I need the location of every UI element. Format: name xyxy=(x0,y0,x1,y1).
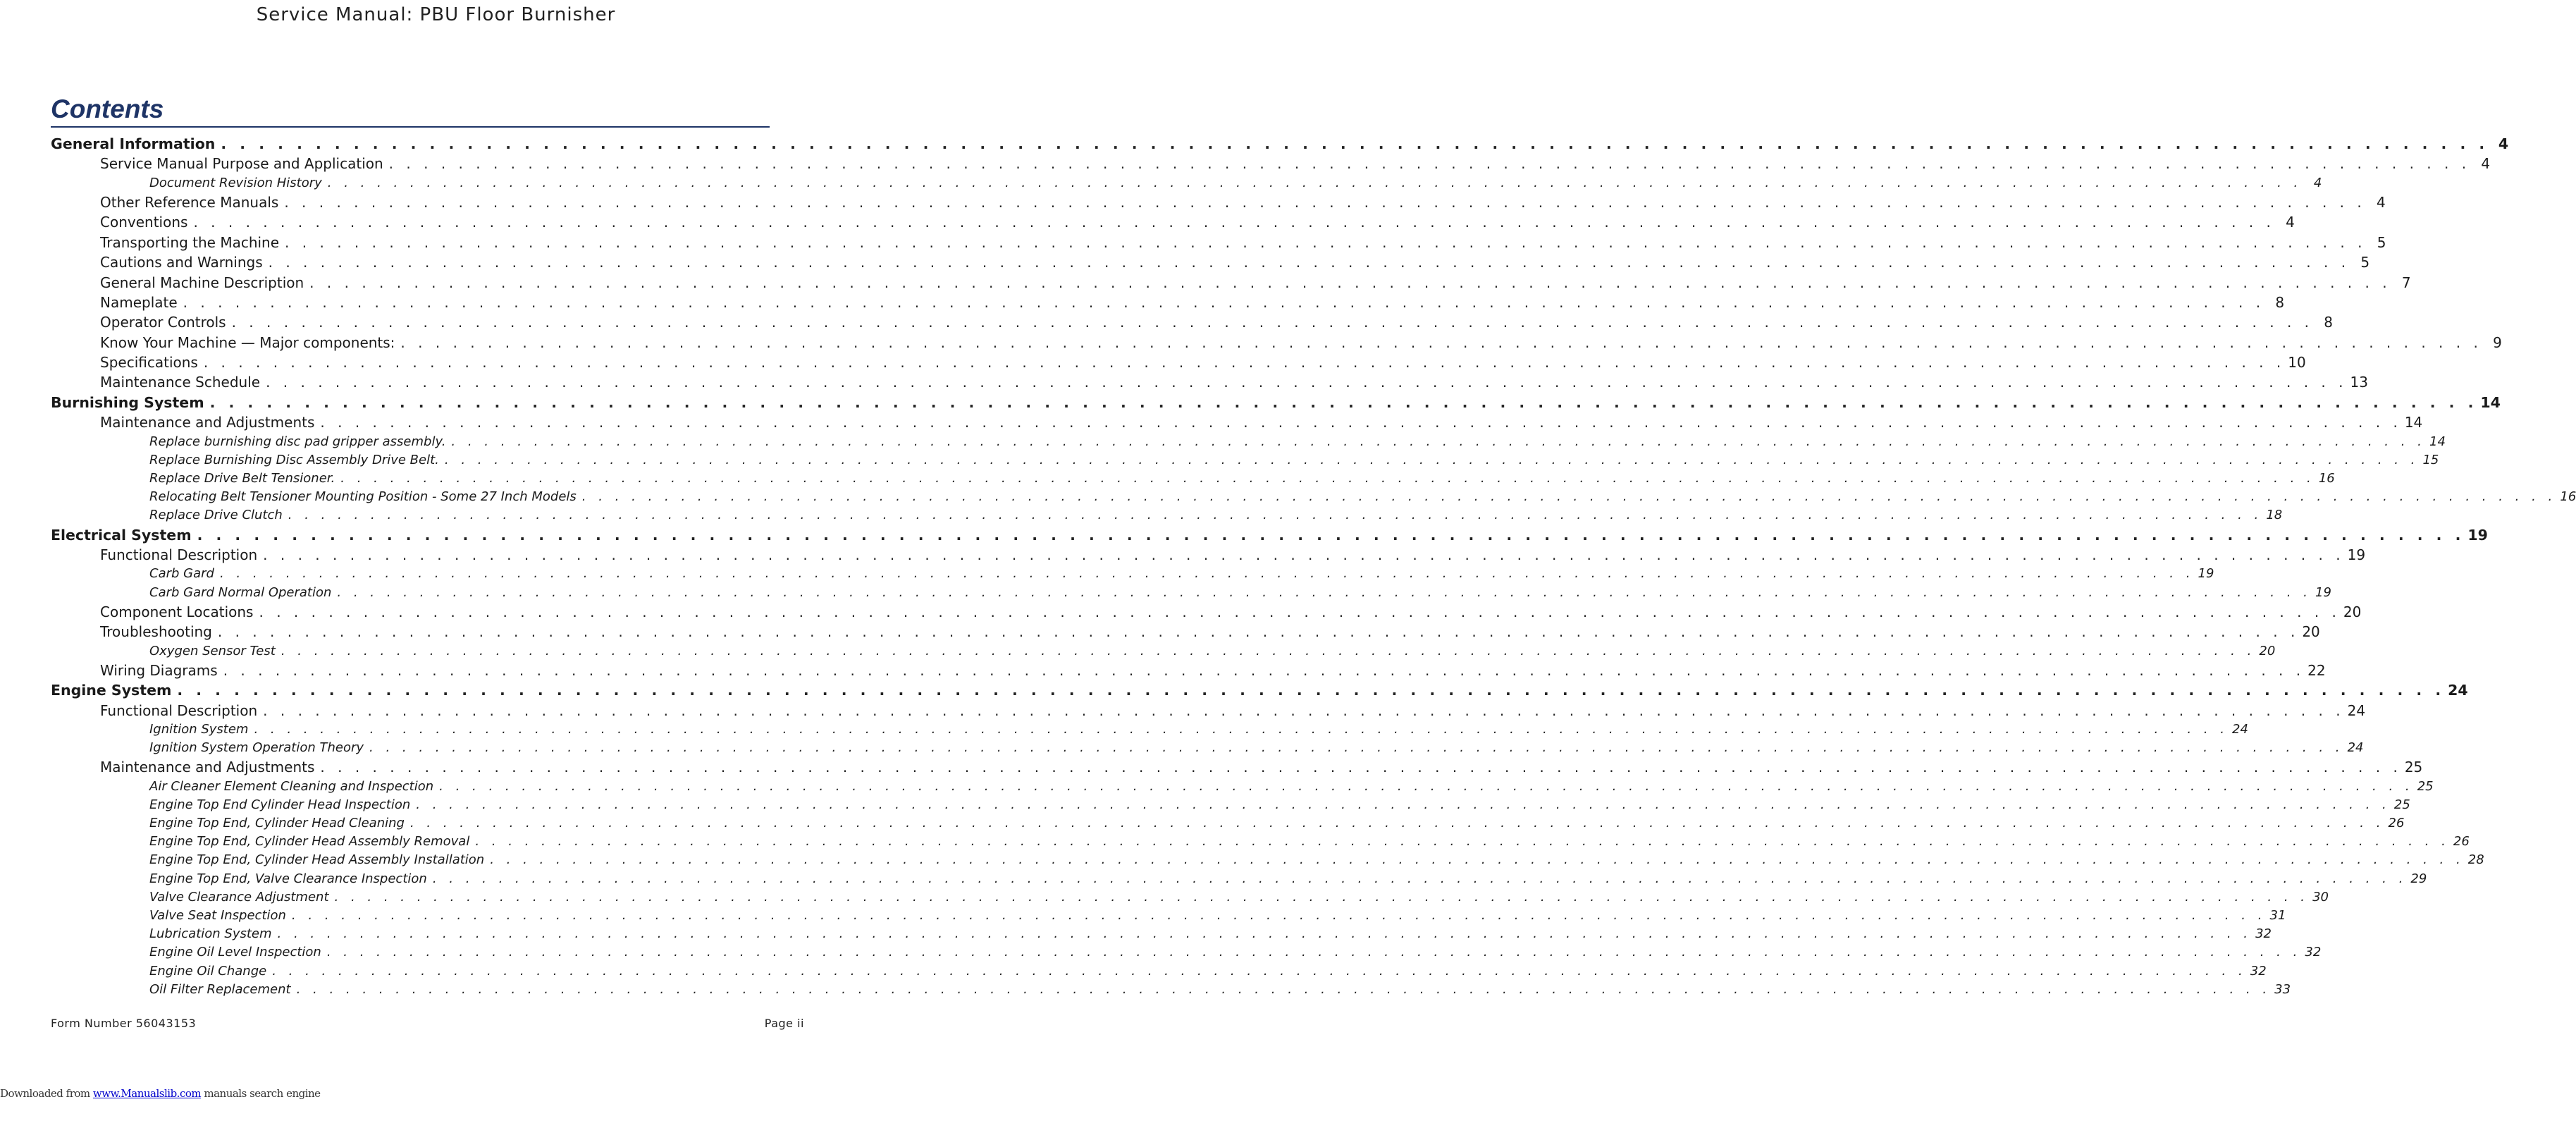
toc-entry-page: 16 xyxy=(2560,489,2576,505)
toc-entry[interactable] xyxy=(51,526,2488,546)
toc-entry[interactable] xyxy=(51,374,2368,393)
toc-entry[interactable] xyxy=(51,721,2248,740)
toc-entry-label: Valve Clearance Adjustment xyxy=(149,889,329,905)
toc-entry-label: Troubleshooting xyxy=(100,623,212,641)
dot-leader: . . . . . . . . . . . . . . . . . . . . . . . . . . . . . . . . . . . . . . . . . . . . . . . . . . . . . . . . . . . . . . . . . . . . . . . . . . . . . . . . . . . . . . . . . . . . . . . . . . . . . . . . . . . . . . . . . . . . . . . . xyxy=(223,661,2305,679)
toc-entry-label: Engine Top End, Cylinder Head Assembly Installation xyxy=(149,852,485,868)
toc-entry-page: 7 xyxy=(2401,274,2411,291)
toc-entry[interactable] xyxy=(51,981,2291,1000)
dot-leader: . . . . . . . . . . . . . . . . . . . . . . . . . . . . . . . . . . . . . . . . . . . . . . . . . . . . . . . . . . . . . . . . . . . . . . . . . . . . . . . . . . . . . . . . . . . . . . . . . . . . . . . . . . . . . . . . . . . . . . . . xyxy=(263,546,2345,563)
dot-leader: . . . . . . . . . . . . . . . . . . . . . . . . . . . . . . . . . . . . . . . . . . . . . . . . . . . . . . . . . . . . . . . . . . . . . . . . . . . . . . . . . . . . . . . . . . . . . . . . . . . . . . . . . . . . . . . . . . . . . . . . xyxy=(400,333,2482,351)
dot-leader: . . . . . . . . . . . . . . . . . . . . . . . . . . . . . . . . . . . . . . . . . . . . . . . . . . . . . . . . . . . . . . . . . . . . . . . . . . . . . . . . . . . . . . . . . . . . . . . . . . . . . . . . . . . . . . . . . . . . . . . . xyxy=(337,584,2312,600)
toc-entry-page: 4 xyxy=(2313,175,2322,190)
toc-entry-page: 5 xyxy=(2377,233,2386,251)
toc-entry[interactable] xyxy=(51,135,2509,155)
toc-entry[interactable] xyxy=(51,314,2334,333)
toc-entry[interactable] xyxy=(51,797,2410,816)
toc-entry-page: 18 xyxy=(2266,508,2283,523)
toc-entry-label: Relocating Belt Tensioner Mounting Position - Some 27 Inch Models xyxy=(149,489,577,505)
dot-leader: . . . . . . . . . . . . . . . . . . . . . . . . . . . . . . . . . . . . . . . . . . . . . . . . . . . . . . . . . . . . . . . . . . . . . . . . . . . . . . . . . . . . . . . . . . . . . . . . . . . . . . . . . . . . . . . . . . . . . . . . xyxy=(272,963,2247,979)
toc-entry[interactable] xyxy=(51,546,2366,566)
toc-entry-page: 32 xyxy=(2305,945,2322,960)
toc-entry-page: 32 xyxy=(2250,963,2267,979)
toc-entry-label: Other Reference Manuals xyxy=(100,193,279,211)
title-divider xyxy=(51,126,770,128)
toc-entry[interactable] xyxy=(51,333,2502,354)
toc-entry[interactable] xyxy=(51,907,2286,926)
running-header: Service Manual: PBU Floor Burnisher xyxy=(256,4,616,25)
dot-leader: . . . . . . . . . . . . . . . . . . . . . . . . . . . . . . . . . . . . . . . . . . . . . . . . . . . . . . . . . . . . . . . . . . . . . . . . . . . . . . . . . . . . . . . . . . . . . . . . . . . . . . . . . . . . . . . . . . . . . . . . xyxy=(268,254,2350,271)
toc-entry[interactable] xyxy=(51,471,2335,489)
toc-entry-page: 22 xyxy=(2307,661,2326,679)
toc-entry-page: 8 xyxy=(2275,293,2285,311)
toc-entry-page: 4 xyxy=(2498,135,2509,152)
toc-entry-label: Engine Oil Change xyxy=(149,963,267,979)
toc-entry[interactable] xyxy=(51,452,2439,471)
toc-entry-page: 28 xyxy=(2467,852,2484,868)
toc-entry-label: Maintenance and Adjustments xyxy=(100,759,315,776)
toc-entry[interactable] xyxy=(51,852,2484,871)
toc-entry-page: 14 xyxy=(2480,393,2501,411)
dot-leader: . . . . . . . . . . . . . . . . . . . . . . . . . . . . . . . . . . . . . . . . . . . . . . . . . . . . . . . . . . . . . . . . . . . . . . . . . . . . . . . . . . . . . . . . . . . . . . . . . . . . . . . . . . . . . . . . . . . . . . . . xyxy=(209,393,2478,411)
dot-leader: . . . . . . . . . . . . . . . . . . . . . . . . . . . . . . . . . . . . . . . . . . . . . . . . . . . . . . . . . . . . . . . . . . . . . . . . . . . . . . . . . . . . . . . . . . . . . . . . . . . . . . . . . . . . . . . . . . . . . . . . xyxy=(203,354,2286,372)
toc-entry[interactable] xyxy=(51,701,2366,722)
toc-entry-label: Replace Burnishing Disc Assembly Drive Belt. xyxy=(149,452,439,467)
dot-leader: . . . . . . . . . . . . . . . . . . . . . . . . . . . . . . . . . . . . . . . . . . . . . . . . . . . . . . . . . . . . . . . . . . . . . . . . . . . . . . . . . . . . . . . . . . . . . . . . . . . . . . . . . . . . . . . . . . . . . . . . xyxy=(416,797,2391,812)
toc-entry-page: 14 xyxy=(2429,434,2446,449)
download-credit xyxy=(0,1087,321,1100)
toc-entry-page: 30 xyxy=(2312,889,2329,905)
toc-entry-page: 25 xyxy=(2404,759,2423,776)
dot-leader: . . . . . . . . . . . . . . . . . . . . . . . . . . . . . . . . . . . . . . . . . . . . . . . . . . . . . . . . . . . . . . . . . . . . . . . . . . . . . . . . . . . . . . . . . . . . . . . . . . . . . . . . . . . . . . . . . . . . . . . . xyxy=(266,374,2348,391)
dot-leader: . . . . . . . . . . . . . . . . . . . . . . . . . . . . . . . . . . . . . . . . . . . . . . . . . . . . . . . . . . . . . . . . . . . . . . . . . . . . . . . . . . . . . . . . . . . . . . . . . . . . . . . . . . . . . . . . . . . . . . . . xyxy=(451,434,2426,449)
toc-entry-label: Engine Top End, Cylinder Head Assembly Removal xyxy=(149,834,470,850)
toc-entry[interactable] xyxy=(51,274,2411,294)
toc-entry-label: Replace burnishing disc pad gripper assembly. xyxy=(149,434,446,449)
toc-entry[interactable] xyxy=(51,393,2501,414)
toc-entry[interactable] xyxy=(51,963,2267,982)
toc-entry-page: 15 xyxy=(2422,452,2439,467)
toc-entry[interactable] xyxy=(51,682,2468,701)
form-number: Form Number 56043153 xyxy=(51,1017,197,1030)
dot-leader: . . . . . . . . . . . . . . . . . . . . . . . . . . . . . . . . . . . . . . . . . . . . . . . . . . . . . . . . . . . . . . . . . . . . . . . . . . . . . . . . . . . . . . . . . . . . . . . . . . . . . . . . . . . . . . . . . . . . . . . . xyxy=(581,489,2557,505)
dot-leader: . . . . . . . . . . . . . . . . . . . . . . . . . . . . . . . . . . . . . . . . . . . . . . . . . . . . . . . . . . . . . . . . . . . . . . . . . . . . . . . . . . . . . . . . . . . . . . . . . . . . . . . . . . . . . . . . . . . . . . . . xyxy=(475,834,2450,850)
dot-leader: . . . . . . . . . . . . . . . . . . . . . . . . . . . . . . . . . . . . . . . . . . . . . . . . . . . . . . . . . . . . . . . . . . . . . . . . . . . . . . . . . . . . . . . . . . . . . . . . . . . . . . . . . . . . . . . . . . . . . . . . xyxy=(432,871,2408,886)
toc-entry-label: Transporting the Machine xyxy=(100,233,280,251)
toc-entry-page: 20 xyxy=(2302,623,2320,641)
dot-leader: . . . . . . . . . . . . . . . . . . . . . . . . . . . . . . . . . . . . . . . . . . . . . . . . . . . . . . . . . . . . . . . . . . . . . . . . . . . . . . . . . . . . . . . . . . . . . . . . . . . . . . . . . . . . . . . . . . . . . . . . xyxy=(254,721,2229,737)
dot-leader: . . . . . . . . . . . . . . . . . . . . . . . . . . . . . . . . . . . . . . . . . . . . . . . . . . . . . . . . . . . . . . . . . . . . . . . . . . . . . . . . . . . . . . . . . . . . . . . . . . . . . . . . . . . . . . . . . . . . . . . . xyxy=(281,643,2256,658)
toc-entry-page: 33 xyxy=(2274,981,2291,997)
dot-leader: . . . . . . . . . . . . . . . . . . . . . . . . . . . . . . . . . . . . . . . . . . . . . . . . . . . . . . . . . . . . . . . . . . . . . . . . . . . . . . . . . . . . . . . . . . . . . . . . . . . . . . . . . . . . . . . . . . . . . . . . xyxy=(490,852,2465,868)
toc-entry-page: 4 xyxy=(2481,155,2491,173)
manualslib-link[interactable]: www.Manualslib.com xyxy=(92,1087,202,1100)
toc-entry-label: Specifications xyxy=(100,354,198,372)
toc-entry[interactable] xyxy=(51,834,2470,852)
page-number: Page ii xyxy=(764,1017,804,1030)
toc-entry[interactable] xyxy=(51,778,2434,797)
toc-entry[interactable] xyxy=(51,871,2427,890)
download-suffix: manuals search engine xyxy=(201,1087,321,1100)
dot-leader: . . . . . . . . . . . . . . . . . . . . . . . . . . . . . . . . . . . . . . . . . . . . . . . . . . . . . . . . . . . . . . . . . . . . . . . . . . . . . . . . . . . . . . . . . . . . . . . . . . . . . . . . . . . . . . . . . . . . . . . . xyxy=(284,193,2366,211)
toc-entry[interactable] xyxy=(51,603,2362,623)
toc-entry[interactable] xyxy=(51,889,2329,908)
dot-leader: . . . . . . . . . . . . . . . . . . . . . . . . . . . . . . . . . . . . . . . . . . . . . . . . . . . . . . . . . . . . . . . . . . . . . . . . . . . . . . . . . . . . . . . . . . . . . . . . . . . . . . . . . . . . . . . . . . . . . . . . xyxy=(291,907,2267,923)
dot-leader: . . . . . . . . . . . . . . . . . . . . . . . . . . . . . . . . . . . . . . . . . . . . . . . . . . . . . . . . . . . . . . . . . . . . . . . . . . . . . . . . . . . . . . . . . . . . . . . . . . . . . . . . . . . . . . . . . . . . . . . . xyxy=(285,233,2367,251)
dot-leader: . . . . . . . . . . . . . . . . . . . . . . . . . . . . . . . . . . . . . . . . . . . . . . . . . . . . . . . . . . . . . . . . . . . . . . . . . . . . . . . . . . . . . . . . . . . . . . . . . . . . . . . . . . . . . . . . . . . . . . . . xyxy=(340,471,2315,486)
dot-leader: . . . . . . . . . . . . . . . . . . . . . . . . . . . . . . . . . . . . . . . . . . . . . . . . . . . . . . . . . . . . . . . . . . . . . . . . . . . . . . . . . . . . . . . . . . . . . . . . . . . . . . . . . . . . . . . . . . . . . . . . xyxy=(334,889,2309,905)
toc-entry-label: Operator Controls xyxy=(100,314,226,331)
dot-leader: . . . . . . . . . . . . . . . . . . . . . . . . . . . . . . . . . . . . . . . . . . . . . . . . . . . . . . . . . . . . . . . . . . . . . . . . . . . . . . . . . . . . . . . . . . . . . . . . . . . . . . . . . . . . . . . . . . . . . . . . xyxy=(277,926,2252,942)
dot-leader: . . . . . . . . . . . . . . . . . . . . . . . . . . . . . . . . . . . . . . . . . . . . . . . . . . . . . . . . . . . . . . . . . . . . . . . . . . . . . . . . . . . . . . . . . . . . . . . . . . . . . . . . . . . . . . . . . . . . . . . . xyxy=(369,740,2344,756)
toc-entry-page: 19 xyxy=(2467,526,2488,544)
toc-entry-label: Engine Oil Level Inspection xyxy=(149,945,321,960)
toc-entry-label: Functional Description xyxy=(100,546,258,563)
download-prefix: Downloaded from xyxy=(0,1087,93,1100)
toc-entry[interactable] xyxy=(51,293,2285,314)
dot-leader: . . . . . . . . . . . . . . . . . . . . . . . . . . . . . . . . . . . . . . . . . . . . . . . . . . . . . . . . . . . . . . . . . . . . . . . . . . . . . . . . . . . . . . . . . . . . . . . . . . . . . . . . . . . . . . . . . . . . . . . . xyxy=(320,759,2402,776)
toc-entry-page: 5 xyxy=(2360,254,2370,271)
table-of-contents xyxy=(51,135,2576,1000)
toc-entry-page: 25 xyxy=(2393,797,2410,812)
toc-entry-page: 24 xyxy=(2347,740,2364,756)
toc-entry[interactable] xyxy=(51,661,2326,682)
toc-entry-label: Carb Gard Normal Operation xyxy=(149,584,332,600)
toc-entry[interactable] xyxy=(51,193,2386,214)
toc-entry-label: Maintenance Schedule xyxy=(100,374,261,391)
toc-entry-label: Oxygen Sensor Test xyxy=(149,643,276,658)
toc-entry-label: Burnishing System xyxy=(51,393,204,411)
dot-leader: . . . . . . . . . . . . . . . . . . . . . . . . . . . . . . . . . . . . . . . . . . . . . . . . . . . . . . . . . . . . . . . . . . . . . . . . . . . . . . . . . . . . . . . . . . . . . . . . . . . . . . . . . . . . . . . . . . . . . . . . xyxy=(219,566,2195,582)
toc-entry-label: Service Manual Purpose and Application xyxy=(100,155,383,173)
dot-leader: . . . . . . . . . . . . . . . . . . . . . . . . . . . . . . . . . . . . . . . . . . . . . . . . . . . . . . . . . . . . . . . . . . . . . . . . . . . . . . . . . . . . . . . . . . . . . . . . . . . . . . . . . . . . . . . . . . . . . . . . xyxy=(193,214,2275,231)
dot-leader: . . . . . . . . . . . . . . . . . . . . . . . . . . . . . . . . . . . . . . . . . . . . . . . . . . . . . . . . . . . . . . . . . . . . . . . . . . . . . . . . . . . . . . . . . . . . . . . . . . . . . . . . . . . . . . . . . . . . . . . . xyxy=(388,155,2471,173)
toc-entry[interactable] xyxy=(51,354,2306,374)
toc-entry-label: Maintenance and Adjustments xyxy=(100,414,315,431)
toc-entry-page: 4 xyxy=(2286,214,2295,231)
toc-entry[interactable] xyxy=(51,926,2272,945)
toc-entry-page: 19 xyxy=(2315,584,2331,600)
toc-entry-label: Document Revision History xyxy=(149,175,322,190)
toc-entry-page: 20 xyxy=(2343,603,2362,620)
dot-leader: . . . . . . . . . . . . . . . . . . . . . . . . . . . . . . . . . . . . . . . . . . . . . . . . . . . . . . . . . . . . . . . . . . . . . . . . . . . . . . . . . . . . . . . . . . . . . . . . . . . . . . . . . . . . . . . . . . . . . . . . xyxy=(177,682,2446,699)
dot-leader: . . . . . . . . . . . . . . . . . . . . . . . . . . . . . . . . . . . . . . . . . . . . . . . . . . . . . . . . . . . . . . . . . . . . . . . . . . . . . . . . . . . . . . . . . . . . . . . . . . . . . . . . . . . . . . . . . . . . . . . . xyxy=(221,135,2489,152)
toc-entry-page: 24 xyxy=(2232,721,2248,737)
toc-entry[interactable] xyxy=(51,233,2386,254)
dot-leader: . . . . . . . . . . . . . . . . . . . . . . . . . . . . . . . . . . . . . . . . . . . . . . . . . . . . . . . . . . . . . . . . . . . . . . . . . . . . . . . . . . . . . . . . . . . . . . . . . . . . . . . . . . . . . . . . . . . . . . . . xyxy=(309,274,2391,291)
toc-entry[interactable] xyxy=(51,643,2276,662)
toc-entry-label: Cautions and Warnings xyxy=(100,254,263,271)
toc-entry[interactable] xyxy=(51,414,2423,434)
toc-entry-label: Nameplate xyxy=(100,293,178,311)
dot-leader: . . . . . . . . . . . . . . . . . . . . . . . . . . . . . . . . . . . . . . . . . . . . . . . . . . . . . . . . . . . . . . . . . . . . . . . . . . . . . . . . . . . . . . . . . . . . . . . . . . . . . . . . . . . . . . . . . . . . . . . . xyxy=(444,452,2420,467)
toc-entry[interactable] xyxy=(51,945,2322,963)
dot-leader: . . . . . . . . . . . . . . . . . . . . . . . . . . . . . . . . . . . . . . . . . . . . . . . . . . . . . . . . . . . . . . . . . . . . . . . . . . . . . . . . . . . . . . . . . . . . . . . . . . . . . . . . . . . . . . . . . . . . . . . . xyxy=(409,816,2385,831)
dot-leader: . . . . . . . . . . . . . . . . . . . . . . . . . . . . . . . . . . . . . . . . . . . . . . . . . . . . . . . . . . . . . . . . . . . . . . . . . . . . . . . . . . . . . . . . . . . . . . . . . . . . . . . . . . . . . . . . . . . . . . . . xyxy=(183,293,2265,311)
toc-entry-label: Engine Top End, Valve Clearance Inspection xyxy=(149,871,427,886)
toc-entry-label: Engine Top End Cylinder Head Inspection xyxy=(149,797,411,812)
toc-entry[interactable] xyxy=(51,623,2320,643)
toc-entry-label: Engine System xyxy=(51,682,172,699)
dot-leader: . . . . . . . . . . . . . . . . . . . . . . . . . . . . . . . . . . . . . . . . . . . . . . . . . . . . . . . . . . . . . . . . . . . . . . . . . . . . . . . . . . . . . . . . . . . . . . . . . . . . . . . . . . . . . . . . . . . . . . . . xyxy=(320,414,2402,431)
toc-entry-label: Replace Drive Clutch xyxy=(149,508,283,523)
toc-entry-page: 24 xyxy=(2448,682,2468,699)
dot-leader: . . . . . . . . . . . . . . . . . . . . . . . . . . . . . . . . . . . . . . . . . . . . . . . . . . . . . . . . . . . . . . . . . . . . . . . . . . . . . . . . . . . . . . . . . . . . . . . . . . . . . . . . . . . . . . . . . . . . . . . . xyxy=(197,526,2465,544)
toc-entry-label: Know Your Machine — Major components: xyxy=(100,333,395,351)
dot-leader: . . . . . . . . . . . . . . . . . . . . . . . . . . . . . . . . . . . . . . . . . . . . . . . . . . . . . . . . . . . . . . . . . . . . . . . . . . . . . . . . . . . . . . . . . . . . . . . . . . . . . . . . . . . . . . . . . . . . . . . . xyxy=(263,701,2345,719)
toc-entry-label: Oil Filter Replacement xyxy=(149,981,291,997)
toc-entry-label: Air Cleaner Element Cleaning and Inspection xyxy=(149,778,434,794)
toc-entry-label: Functional Description xyxy=(100,701,258,719)
toc-entry-page: 19 xyxy=(2347,546,2366,563)
toc-entry[interactable] xyxy=(51,584,2331,603)
toc-entry[interactable] xyxy=(51,740,2364,759)
toc-entry-label: Valve Seat Inspection xyxy=(149,907,286,923)
toc-entry[interactable] xyxy=(51,155,2491,175)
toc-entry-page: 26 xyxy=(2388,816,2405,831)
toc-entry-page: 26 xyxy=(2453,834,2470,850)
toc-entry-page: 8 xyxy=(2324,314,2334,331)
toc-entry-label: Component Locations xyxy=(100,603,254,620)
toc-entry-page: 29 xyxy=(2410,871,2427,886)
toc-entry[interactable] xyxy=(51,816,2405,834)
toc-entry-label: Conventions xyxy=(100,214,188,231)
toc-entry-label: Electrical System xyxy=(51,526,192,544)
toc-entry[interactable] xyxy=(51,489,2576,508)
toc-entry-label: Ignition System Operation Theory xyxy=(149,740,364,756)
toc-entry[interactable] xyxy=(51,214,2295,233)
toc-entry[interactable] xyxy=(51,434,2446,453)
toc-entry-page: 24 xyxy=(2347,701,2366,719)
toc-entry[interactable] xyxy=(51,566,2214,584)
dot-leader: . . . . . . . . . . . . . . . . . . . . . . . . . . . . . . . . . . . . . . . . . . . . . . . . . . . . . . . . . . . . . . . . . . . . . . . . . . . . . . . . . . . . . . . . . . . . . . . . . . . . . . . . . . . . . . . . . . . . . . . . xyxy=(231,314,2314,331)
dot-leader: . . . . . . . . . . . . . . . . . . . . . . . . . . . . . . . . . . . . . . . . . . . . . . . . . . . . . . . . . . . . . . . . . . . . . . . . . . . . . . . . . . . . . . . . . . . . . . . . . . . . . . . . . . . . . . . . . . . . . . . . xyxy=(259,603,2341,620)
toc-entry-label: General Machine Description xyxy=(100,274,304,291)
toc-entry[interactable] xyxy=(51,759,2423,778)
toc-entry-page: 25 xyxy=(2417,778,2434,794)
dot-leader: . . . . . . . . . . . . . . . . . . . . . . . . . . . . . . . . . . . . . . . . . . . . . . . . . . . . . . . . . . . . . . . . . . . . . . . . . . . . . . . . . . . . . . . . . . . . . . . . . . . . . . . . . . . . . . . . . . . . . . . . xyxy=(439,778,2414,794)
toc-entry-page: 16 xyxy=(2318,471,2335,486)
toc-entry-page: 13 xyxy=(2350,374,2368,391)
toc-entry-page: 19 xyxy=(2198,566,2214,582)
toc-entry-page: 14 xyxy=(2404,414,2423,431)
dot-leader: . . . . . . . . . . . . . . . . . . . . . . . . . . . . . . . . . . . . . . . . . . . . . . . . . . . . . . . . . . . . . . . . . . . . . . . . . . . . . . . . . . . . . . . . . . . . . . . . . . . . . . . . . . . . . . . . . . . . . . . . xyxy=(327,175,2303,190)
toc-entry-page: 9 xyxy=(2493,333,2502,351)
dot-leader: . . . . . . . . . . . . . . . . . . . . . . . . . . . . . . . . . . . . . . . . . . . . . . . . . . . . . . . . . . . . . . . . . . . . . . . . . . . . . . . . . . . . . . . . . . . . . . . . . . . . . . . . . . . . . . . . . . . . . . . . xyxy=(288,508,2263,523)
toc-entry-page: 32 xyxy=(2255,926,2272,942)
toc-entry-label: Carb Gard xyxy=(149,566,214,582)
toc-entry-page: 20 xyxy=(2259,643,2276,658)
page-title: Contents xyxy=(51,94,164,123)
toc-entry[interactable] xyxy=(51,175,2322,194)
toc-entry-page: 4 xyxy=(2377,193,2386,211)
toc-entry-page: 31 xyxy=(2269,907,2286,923)
toc-entry-label: Replace Drive Belt Tensioner. xyxy=(149,471,335,486)
toc-entry-page: 10 xyxy=(2288,354,2306,372)
toc-entry-label: Wiring Diagrams xyxy=(100,661,218,679)
toc-entry-label: Ignition System xyxy=(149,721,249,737)
dot-leader: . . . . . . . . . . . . . . . . . . . . . . . . . . . . . . . . . . . . . . . . . . . . . . . . . . . . . . . . . . . . . . . . . . . . . . . . . . . . . . . . . . . . . . . . . . . . . . . . . . . . . . . . . . . . . . . . . . . . . . . . xyxy=(296,981,2272,997)
dot-leader: . . . . . . . . . . . . . . . . . . . . . . . . . . . . . . . . . . . . . . . . . . . . . . . . . . . . . . . . . . . . . . . . . . . . . . . . . . . . . . . . . . . . . . . . . . . . . . . . . . . . . . . . . . . . . . . . . . . . . . . . xyxy=(217,623,2300,641)
toc-entry[interactable] xyxy=(51,508,2283,526)
toc-entry[interactable] xyxy=(51,254,2370,274)
toc-entry-label: Lubrication System xyxy=(149,926,272,942)
toc-entry-label: General Information xyxy=(51,135,216,152)
toc-entry-label: Engine Top End, Cylinder Head Cleaning xyxy=(149,816,405,831)
dot-leader: . . . . . . . . . . . . . . . . . . . . . . . . . . . . . . . . . . . . . . . . . . . . . . . . . . . . . . . . . . . . . . . . . . . . . . . . . . . . . . . . . . . . . . . . . . . . . . . . . . . . . . . . . . . . . . . . . . . . . . . . xyxy=(326,945,2302,960)
